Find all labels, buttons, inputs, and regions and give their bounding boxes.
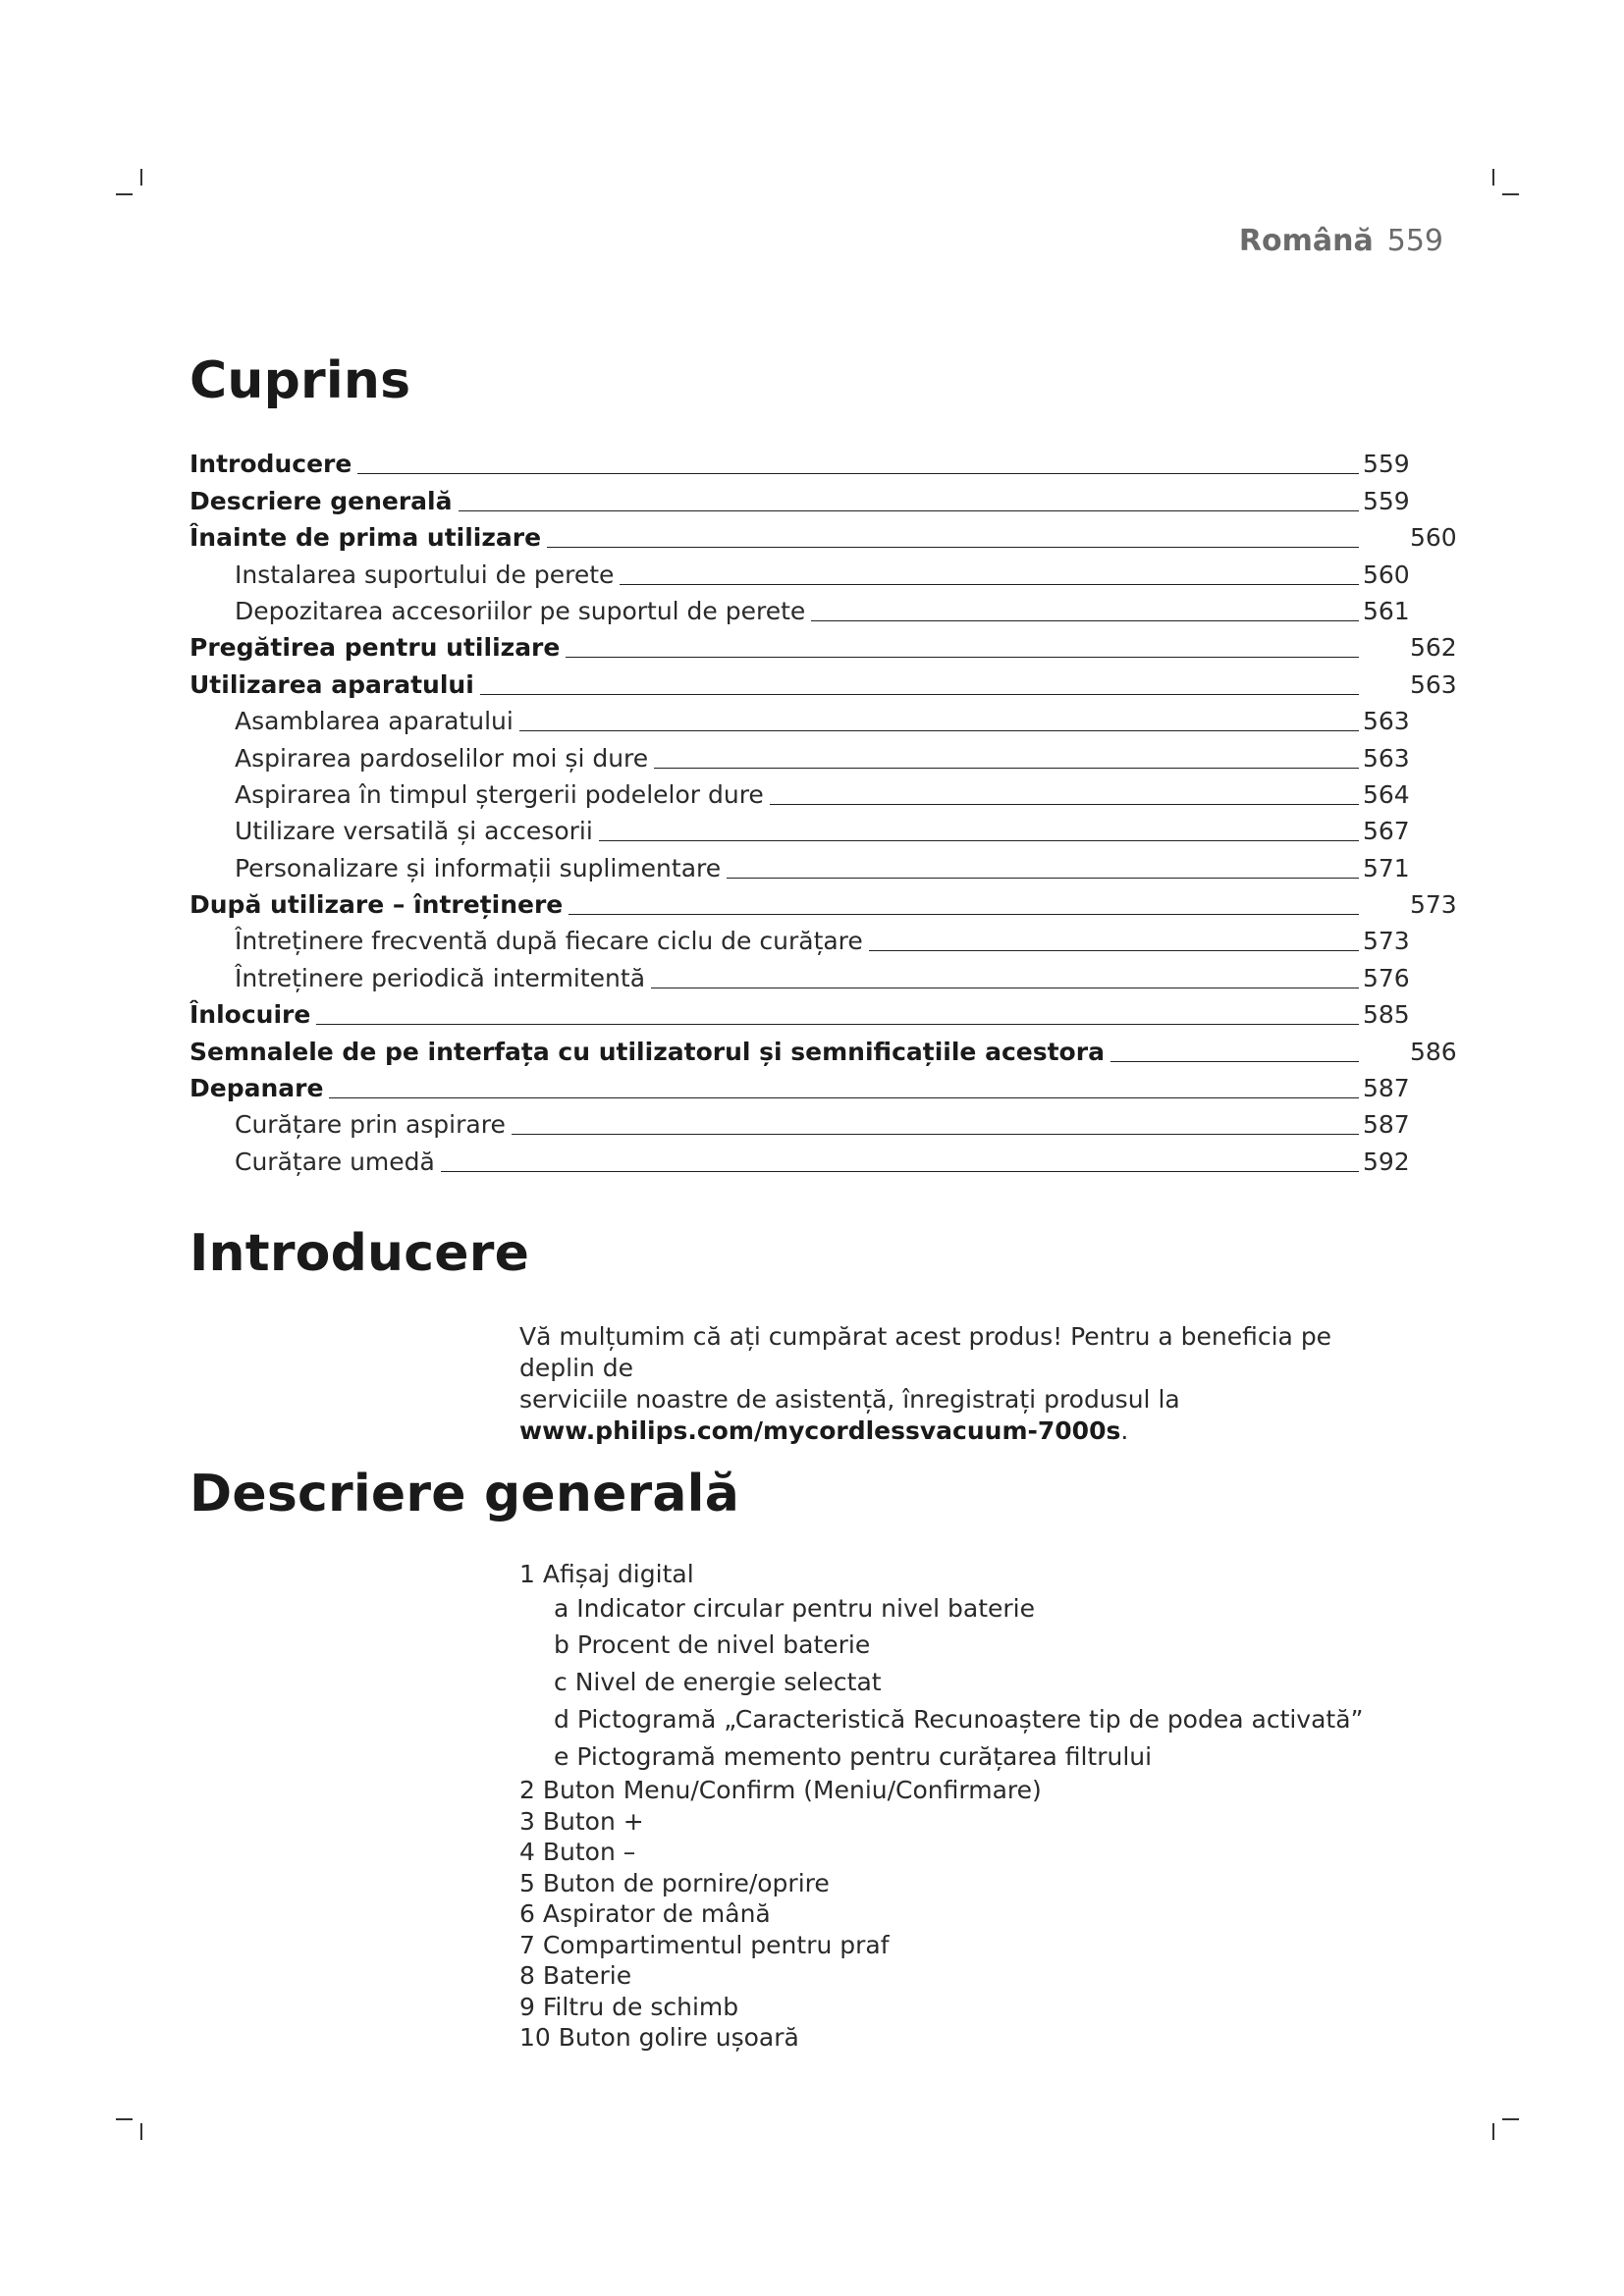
toc-entry-page: 562	[1410, 633, 1457, 663]
toc-entry-label: Introducere	[189, 450, 357, 479]
crop-mark	[1502, 193, 1519, 195]
toc-entry[interactable]	[189, 443, 1456, 479]
toc-entry[interactable]	[189, 810, 1456, 846]
toc-entry[interactable]	[189, 626, 1456, 663]
crop-mark	[1492, 169, 1494, 186]
toc-leader-line	[654, 767, 1359, 769]
toc-entry-label: Depanare	[189, 1074, 329, 1103]
toc-leader-line	[651, 987, 1359, 988]
overview-title: Descriere generală	[189, 1465, 739, 1523]
overview-item: 9 Filtru de schimb	[519, 1992, 739, 2021]
toc-entry[interactable]	[189, 956, 1456, 992]
toc-leader-line	[566, 656, 1359, 658]
introduction-line: serviciile noastre de asistență, înregistrați produsul la	[519, 1385, 1180, 1414]
header-page-number: 559	[1386, 224, 1443, 258]
toc-entry[interactable]	[189, 736, 1456, 773]
toc-leader-line	[568, 913, 1359, 915]
crop-mark	[140, 2123, 142, 2140]
toc-entry[interactable]	[189, 663, 1456, 699]
toc-entry-label: Asamblarea aparatului	[189, 707, 519, 736]
toc-leader-line	[1110, 1060, 1359, 1062]
toc-entry[interactable]	[189, 920, 1456, 956]
toc-entry[interactable]	[189, 590, 1456, 626]
overview-item: 3 Buton +	[519, 1806, 644, 1836]
registration-link[interactable]: www.philips.com/mycordlessvacuum-7000s	[519, 1416, 1121, 1445]
toc-entry[interactable]	[189, 553, 1456, 589]
toc-entry-label: Înlocuire	[189, 1000, 316, 1030]
toc-entry-page: 573	[1363, 927, 1410, 956]
toc-entry-label: Curățare umedă	[189, 1148, 441, 1177]
toc-entry-page: 592	[1363, 1147, 1410, 1176]
crop-mark	[1502, 2118, 1519, 2120]
toc-entry-page: 586	[1410, 1037, 1457, 1066]
toc-entry-label: Utilizare versatilă și accesorii	[189, 817, 599, 846]
toc-entry-label: După utilizare – întreținere	[189, 890, 568, 920]
toc-entry-page: 587	[1363, 1074, 1410, 1103]
toc-entry[interactable]	[189, 774, 1456, 810]
toc-leader-line	[811, 619, 1359, 621]
toc-entry[interactable]	[189, 700, 1456, 736]
toc-entry-page: 559	[1363, 450, 1410, 479]
toc-entry[interactable]	[189, 479, 1456, 515]
toc-entry-page: 587	[1363, 1110, 1410, 1140]
overview-sub-item: c Nivel de energie selectat	[554, 1668, 882, 1697]
toc-entry-label: Întreținere periodică intermitentă	[189, 964, 651, 993]
toc-leader-line	[480, 693, 1359, 695]
toc-leader-line	[441, 1170, 1359, 1172]
overview-sub-item: d Pictogramă „Caracteristică Recunoaștere tip de podea activată”	[554, 1704, 1364, 1734]
page-header	[1239, 224, 1443, 258]
toc-leader-line	[316, 1023, 1359, 1025]
toc-entry-label: Utilizarea aparatului	[189, 670, 480, 700]
introduction-title: Introducere	[189, 1224, 530, 1283]
toc-entry-label: Instalarea suportului de perete	[189, 561, 620, 590]
toc-entry-page: 560	[1410, 523, 1457, 553]
toc-leader-line	[770, 803, 1359, 805]
table-of-contents	[189, 443, 1456, 1177]
toc-leader-line	[599, 839, 1359, 841]
toc-entry-page: 576	[1363, 963, 1410, 992]
toc-entry-label: Descriere generală	[189, 487, 459, 516]
toc-entry-page: 563	[1410, 669, 1457, 699]
toc-leader-line	[512, 1133, 1359, 1135]
overview-item: 8 Baterie	[519, 1961, 632, 1991]
toc-leader-line	[869, 949, 1359, 951]
toc-leader-line	[357, 472, 1359, 474]
toc-entry-page: 561	[1363, 596, 1410, 625]
toc-entry-page: 563	[1363, 707, 1410, 736]
crop-mark	[116, 2118, 133, 2120]
url-suffix: .	[1120, 1416, 1129, 1445]
toc-title: Cuprins	[189, 351, 411, 410]
toc-entry[interactable]	[189, 993, 1456, 1030]
overview-item: 5 Buton de pornire/oprire	[519, 1868, 830, 1897]
overview-item: 7 Compartimentul pentru praf	[519, 1930, 890, 1959]
toc-entry-label: Înainte de prima utilizare	[189, 523, 547, 553]
toc-entry[interactable]	[189, 846, 1456, 882]
toc-entry[interactable]	[189, 1030, 1456, 1066]
toc-entry-page: 571	[1363, 853, 1410, 882]
overview-item: 6 Aspirator de mână	[519, 1899, 771, 1929]
toc-leader-line	[329, 1096, 1359, 1098]
toc-entry-label: Întreținere frecventă după fiecare ciclu de curățare	[189, 927, 869, 956]
toc-leader-line	[727, 877, 1359, 879]
toc-entry-page: 563	[1363, 743, 1410, 773]
introduction-url-line	[519, 1415, 1403, 1447]
overview-list	[519, 1559, 1462, 2054]
toc-leader-line	[519, 729, 1359, 731]
crop-mark	[116, 193, 133, 195]
overview-sub-item: b Procent de nivel baterie	[554, 1630, 871, 1660]
toc-entry[interactable]	[189, 1067, 1456, 1103]
toc-entry[interactable]	[189, 516, 1456, 553]
toc-entry-page: 564	[1363, 779, 1410, 809]
toc-entry[interactable]	[189, 1103, 1456, 1140]
overview-item: 4 Buton –	[519, 1838, 636, 1867]
toc-entry-page: 573	[1410, 890, 1457, 920]
toc-entry-label: Aspirarea pardoselilor moi și dure	[189, 744, 654, 774]
toc-entry-label: Depozitarea accesoriilor pe suportul de perete	[189, 597, 811, 626]
toc-leader-line	[459, 509, 1360, 511]
crop-mark	[140, 169, 142, 186]
toc-entry-page: 567	[1363, 817, 1410, 846]
introduction-line: Vă mulțumim că ați cumpărat acest produs! Pentru a beneficia pe deplin de	[519, 1322, 1332, 1382]
overview-sub-item: a Indicator circular pentru nivel baterie	[554, 1593, 1035, 1623]
toc-entry-label: Personalizare și informații suplimentare	[189, 854, 727, 883]
toc-entry-page: 559	[1363, 486, 1410, 515]
crop-mark	[1492, 2123, 1494, 2140]
overview-item: 2 Buton Menu/Confirm (Meniu/Confirmare)	[519, 1776, 1042, 1805]
overview-item: 1 Afișaj digital	[519, 1560, 694, 1588]
toc-entry-label: Pregătirea pentru utilizare	[189, 633, 566, 663]
toc-entry-label: Curățare prin aspirare	[189, 1110, 512, 1140]
toc-entry[interactable]	[189, 883, 1456, 920]
toc-leader-line	[620, 583, 1359, 585]
toc-entry[interactable]	[189, 1140, 1456, 1176]
introduction-text	[519, 1321, 1403, 1447]
toc-leader-line	[547, 546, 1359, 548]
toc-entry-label: Aspirarea în timpul ștergerii podelelor dure	[189, 780, 770, 810]
overview-item: 10 Buton golire ușoară	[519, 2023, 799, 2053]
toc-entry-page: 585	[1363, 1000, 1410, 1030]
overview-sub-item: e Pictogramă memento pentru curățarea filtrului	[554, 1741, 1153, 1771]
header-language: Română	[1238, 224, 1374, 258]
toc-entry-page: 560	[1363, 560, 1410, 589]
toc-entry-label: Semnalele de pe interfața cu utilizatorul și semnificațiile acestora	[189, 1038, 1110, 1067]
